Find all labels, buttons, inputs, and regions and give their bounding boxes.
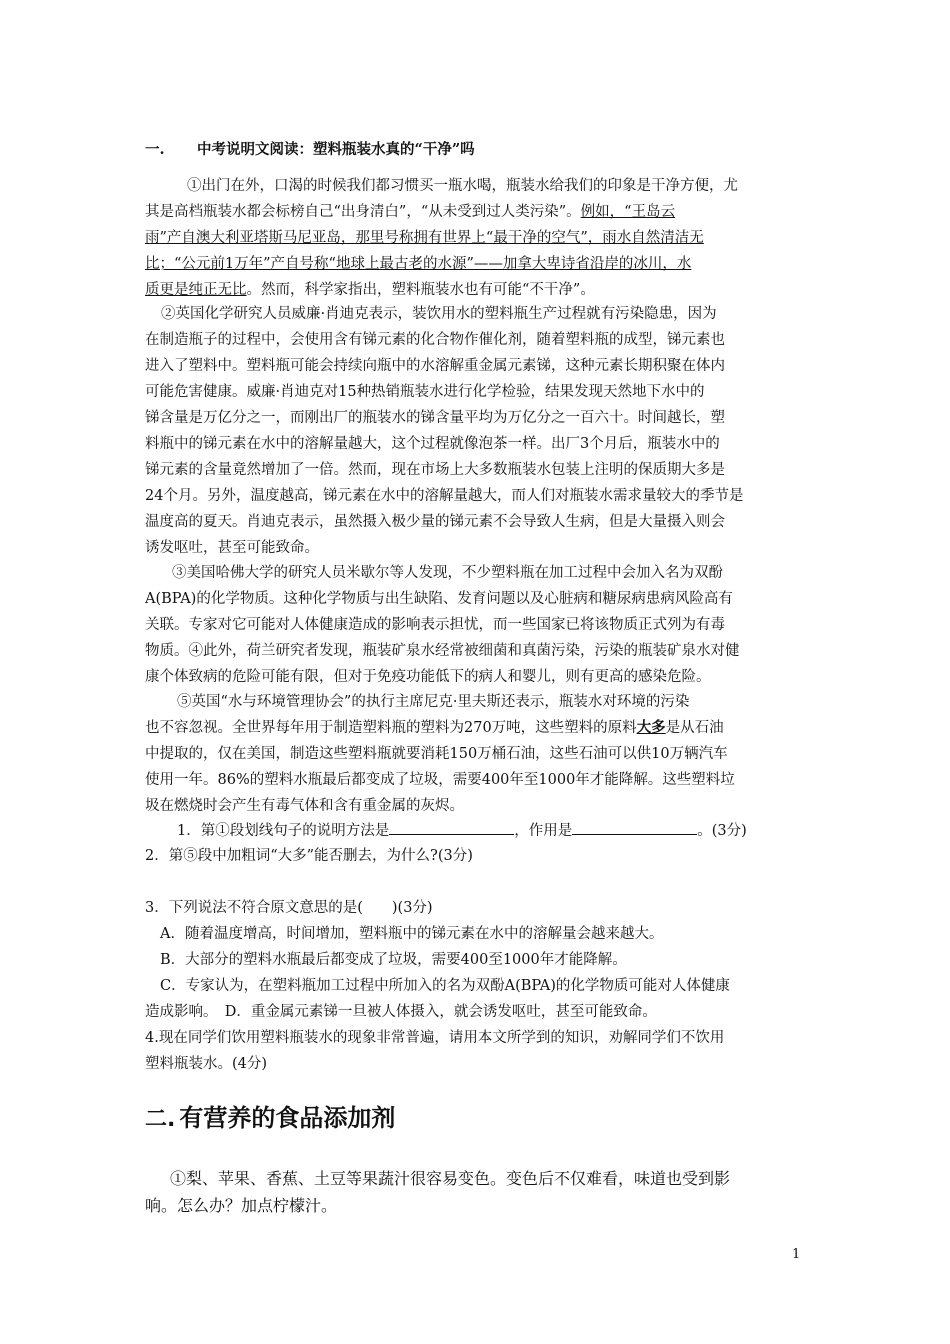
question-1-text-2: ，作用是 — [514, 823, 573, 839]
answer-blank-function[interactable] — [572, 818, 697, 835]
question-3-text: 3．下列说法不符合原文意思的是( )(3分) — [145, 900, 433, 916]
option-c-d — [145, 999, 815, 1025]
para-2-line-8 — [145, 483, 815, 509]
text-run: ①梨、苹果、香蕉、土豆等果蔬汁很容易变色。变色后不仅难看，味道也受到影 — [170, 1169, 731, 1188]
text-run: 是从石油 — [665, 720, 724, 736]
option-c-d-text: 造成影响。 D．重金属元素锑一旦被人体摄入，就会诱发呕吐，甚至可能致命。 — [145, 1004, 657, 1020]
text-run: A(BPA)的化学物质。这种化学物质与出生缺陷、发育问题以及心脏病和糖尿病患病风险高有 — [145, 591, 733, 607]
para-1-line-5 — [145, 277, 815, 303]
question-4-line-2 — [145, 1051, 815, 1077]
text-run: 中提取的，仅在美国，制造这些塑料瓶就要消耗150万桶石油，这些石油可以供10万辆汽车 — [145, 746, 728, 762]
para-3-line-4 — [145, 638, 815, 664]
underlined-sentence: 例如，“王岛云 — [580, 204, 676, 220]
para-1-line-4 — [145, 251, 815, 277]
text-run: ⑤英国“水与环境管理协会”的执行主席尼克·里夫斯还表示，瓶装水对环境的污染 — [177, 694, 690, 710]
option-c-text: C．专家认为，在塑料瓶加工过程中所加入的名为双酚A(BPA)的化学物质可能对人体健康 — [160, 978, 730, 994]
para-2-line-1 — [161, 301, 831, 327]
text-run: 康个体致病的危险可能有限，但对于免疫功能低下的病人和婴儿，则有更高的感染危险。 — [145, 669, 711, 685]
section-2-title: 有营养的食品添加剂 — [179, 1104, 396, 1132]
text-run: 圾在燃烧时会产生有毒气体和含有重金属的灰烬。 — [145, 798, 464, 814]
text-run: 诱发呕吐，甚至可能致命。 — [145, 540, 319, 556]
para-2-line-9 — [145, 509, 815, 535]
section-2-number: 二. — [145, 1107, 176, 1132]
text-run: 进入了塑料中。塑料瓶可能会持续向瓶中的水溶解重金属元素锑，这种元素长期积聚在体内 — [145, 358, 725, 374]
option-c — [160, 973, 830, 999]
para-5-line-1 — [177, 689, 847, 715]
para-3-line-5 — [145, 664, 815, 690]
text-run: 响。怎么办？加点柠檬汁。 — [145, 1196, 338, 1215]
para-5-line-2 — [145, 715, 815, 741]
text-run: 其是高档瓶装水都会标榜自己“出身清白”，“从未受到过人类污染”。 — [145, 204, 581, 220]
text-run: ①出门在外，口渴的时候我们都习惯买一瓶水喝，瓶装水给我们的印象是干净方便，尤 — [187, 178, 738, 194]
para-1-line-2 — [145, 199, 815, 225]
para-2-line-10 — [145, 535, 815, 561]
section-1-title: 中考说明文阅读：塑料瓶装水真的“干净”吗 — [197, 141, 475, 158]
text-run: 锑元素的含量竟然增加了一倍。然而，现在市场上大多数瓶装水包装上注明的保质期大多是 — [145, 462, 725, 478]
text-run: 。然而，科学家指出，塑料瓶装水也有可能“不干净”。 — [246, 282, 595, 298]
text-run: 使用一年。86%的塑料水瓶最后都变成了垃圾，需要400年至1000年才能降解。这些塑料垃 — [145, 772, 735, 788]
text-run: ②英国化学研究人员威廉·肖迪克表示，装饮用水的塑料瓶生产过程就有污染隐患，因为 — [161, 306, 717, 322]
para-5-line-3 — [145, 741, 815, 767]
bold-underlined-word: 大多 — [636, 719, 666, 736]
section-1-heading — [145, 138, 475, 162]
option-a — [160, 921, 830, 947]
question-2 — [145, 843, 815, 869]
para-2-line-2 — [145, 327, 815, 353]
question-1 — [177, 818, 847, 844]
question-3 — [145, 895, 815, 921]
para-2-line-6 — [145, 431, 815, 457]
section-2-para-line-1 — [170, 1164, 840, 1194]
question-4-text: 4.现在同学们饮用塑料瓶装水的现象非常普遍，请用本文所学到的知识，劝解同学们不饮用 — [145, 1030, 725, 1046]
text-run: 在制造瓶子的过程中，会使用含有锑元素的化合物作催化剂，随着塑料瓶的成型，锑元素也 — [145, 332, 725, 348]
question-4-line-1 — [145, 1025, 815, 1051]
text-run: 也不容忽视。全世界每年用于制造塑料瓶的塑料为270万吨，这些塑料的原料 — [145, 720, 637, 736]
option-a-text: A．随着温度增高，时间增加，塑料瓶中的锑元素在水中的溶解量会越来越大。 — [160, 926, 664, 942]
underlined-sentence: 雨”产自澳大利亚塔斯马尼亚岛，那里号称拥有世界上“最干净的空气”，雨水自然清洁无 — [145, 230, 704, 246]
text-run: 24个月。另外，温度越高，锑元素在水中的溶解量越大，而人们对瓶装水需求量较大的季节是 — [145, 488, 744, 504]
para-1-line-1 — [187, 173, 857, 199]
option-b-text: B．大部分的塑料水瓶最后都变成了垃圾，需要400至1000年才能降解。 — [160, 952, 627, 968]
para-5-line-4 — [145, 767, 815, 793]
text-run: 物质。④此外，荷兰研究者发现，瓶装矿泉水经常被细菌和真菌污染，污染的瓶装矿泉水对健 — [145, 643, 740, 659]
para-3-line-3 — [145, 612, 815, 638]
para-3-line-1 — [172, 560, 842, 586]
question-1-text: 1．第①段划线句子的说明方法是 — [177, 823, 390, 839]
underlined-sentence: 比；“公元前1万年”产自号称“地球上最古老的水源”——加拿大卑诗省沿岸的冰川，水 — [145, 256, 692, 272]
question-1-score: 。(3分) — [697, 823, 747, 839]
para-1-line-3 — [145, 225, 815, 251]
page-number: 1 — [792, 1247, 801, 1262]
section-2-para-line-2 — [145, 1191, 815, 1221]
answer-blank-method[interactable] — [389, 818, 514, 835]
question-4-text-2: 塑料瓶装水。(4分) — [145, 1056, 268, 1072]
text-run: 温度高的夏天。肖迪克表示，虽然摄入极少量的锑元素不会导致人生病，但是大量摄入则会 — [145, 514, 725, 530]
option-b — [160, 947, 830, 973]
section-1-number: 一. — [145, 141, 165, 158]
text-run: 锑含量是万亿分之一，而刚出厂的瓶装水的锑含量平均为万亿分之一百六十。时间越长，塑 — [145, 410, 725, 426]
para-5-line-5 — [145, 793, 815, 819]
para-2-line-3 — [145, 353, 815, 379]
text-run: ③美国哈佛大学的研究人员米歇尔等人发现，不少塑料瓶在加工过程中会加入名为双酚 — [172, 565, 723, 581]
section-2-heading — [145, 1100, 395, 1138]
question-2-text: 2．第⑤段中加粗词“大多”能否删去，为什么?(3分) — [145, 848, 473, 864]
para-2-line-5 — [145, 405, 815, 431]
text-run: 可能危害健康。威廉·肖迪克对15种热销瓶装水进行化学检验，结果发现天然地下水中的 — [145, 384, 705, 400]
underlined-sentence: 质更是纯正无比 — [145, 282, 247, 298]
para-3-line-2 — [145, 586, 815, 612]
para-2-line-4 — [145, 379, 815, 405]
para-2-line-7 — [145, 457, 815, 483]
text-run: 料瓶中的锑元素在水中的溶解量越大，这个过程就像泡茶一样。出厂3个月后，瓶装水中的 — [145, 436, 720, 452]
text-run: 关联。专家对它可能对人体健康造成的影响表示担忧，而一些国家已将该物质正式列为有毒 — [145, 617, 725, 633]
